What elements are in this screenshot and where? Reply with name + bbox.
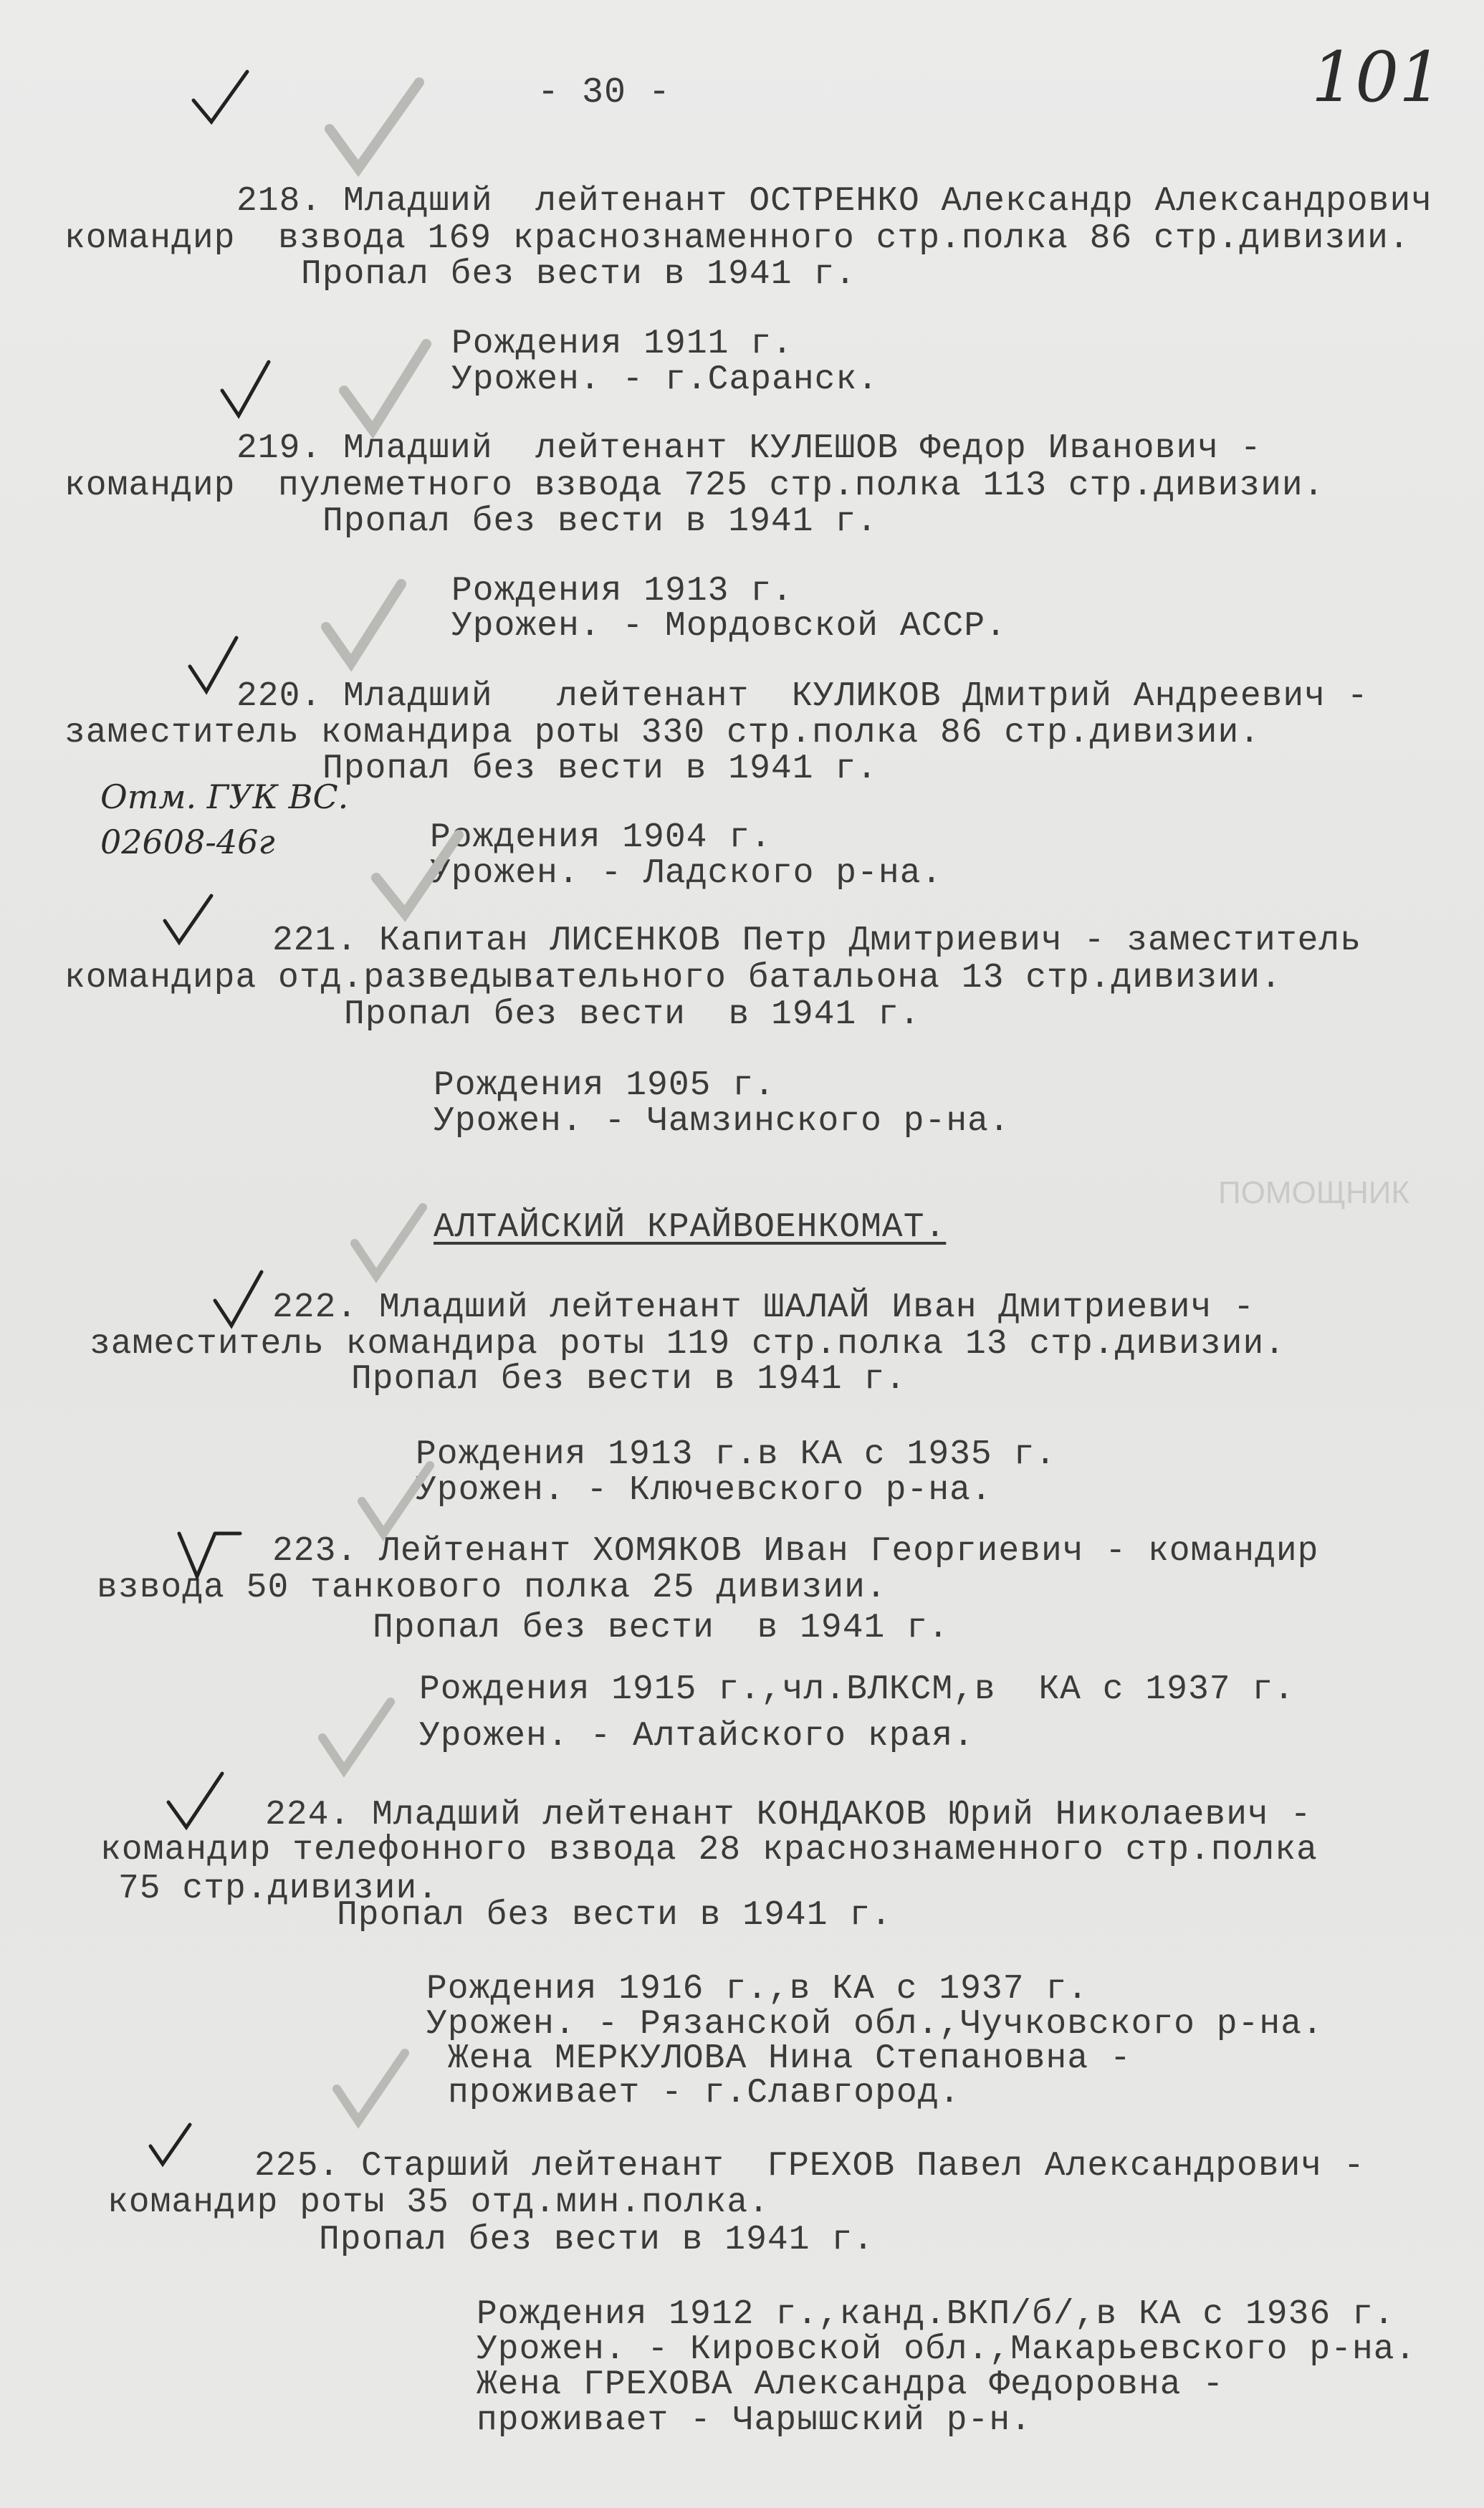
- entry-223-line2: взвода 50 танкового полка 25 дивизии.: [97, 1569, 887, 1607]
- entry-222-birth: Рождения 1913 г.в КА с 1935 г.: [416, 1435, 1057, 1474]
- entry-225-line2: командир роты 35 отд.мин.полка.: [107, 2183, 770, 2222]
- entry-220-birth: Рождения 1904 г.: [430, 818, 772, 857]
- check-mark-icon: [165, 1770, 229, 1834]
- entry-221-status: Пропал без вести в 1941 г.: [344, 995, 921, 1034]
- entry-220-line2: заместитель командира роты 330 стр.полка 86 стр.дивизии.: [64, 714, 1261, 752]
- check-mark-icon: [351, 1204, 430, 1283]
- entry-223-birth: Рождения 1915 г.,чл.ВЛКСМ,в КА с 1937 г.: [419, 1670, 1295, 1709]
- entry-225-origin: Урожен. - Кировской обл.,Макарьевского р-на.: [477, 2330, 1417, 2369]
- check-mark-icon: [211, 1268, 269, 1333]
- entry-221-line2: командира отд.разведывательного батальона 13 стр.дивизии.: [64, 959, 1282, 997]
- entry-222-line2: заместитель командира роты 119 стр.полка 13 стр.дивизии.: [90, 1325, 1286, 1364]
- check-mark-icon: [176, 1526, 247, 1584]
- check-mark-icon: [322, 580, 408, 674]
- faint-stamp-text: ПОМОЩНИК: [1218, 1175, 1410, 1210]
- section-heading: АЛТАЙСКИЙ КРАЙВОЕНКОМАТ.: [434, 1208, 947, 1247]
- check-mark-icon: [358, 1462, 437, 1541]
- entry-218-line2: командир взвода 169 краснознаменного стр.полка 86 стр.дивизии.: [64, 219, 1410, 258]
- entry-223-origin: Урожен. - Алтайского края.: [419, 1717, 975, 1756]
- entry-220-line1: 220. Младший лейтенант КУЛИКОВ Дмитрий Андреевич -: [236, 677, 1369, 716]
- entry-223-status: Пропал без вести в 1941 г.: [373, 1609, 949, 1647]
- entry-218-birth: Рождения 1911 г.: [451, 325, 793, 363]
- entry-221-origin: Урожен. - Чамзинского р-на.: [434, 1102, 1010, 1141]
- check-mark-icon: [319, 1698, 398, 1777]
- entry-224-line1: 224. Младший лейтенант КОНДАКОВ Юрий Николаевич -: [265, 1796, 1312, 1834]
- archive-note-line1: Отм. ГУК ВС.: [100, 777, 349, 816]
- entry-218-origin: Урожен. - г.Саранск.: [451, 360, 879, 399]
- entry-224-spouse: Жена МЕРКУЛОВА Нина Степановна -: [448, 2039, 1131, 2078]
- entry-222-origin: Урожен. - Ключевского р-на.: [416, 1471, 992, 1510]
- entry-220-origin: Урожен. - Ладского р-на.: [430, 854, 943, 893]
- entry-219-origin: Урожен. - Мордовской АССР.: [451, 607, 1007, 646]
- check-mark-icon: [161, 892, 219, 949]
- entry-224-status: Пропал без вести в 1941 г.: [337, 1896, 892, 1935]
- entry-225-spouse: Жена ГРЕХОВА Александра Федоровна -: [477, 2365, 1225, 2404]
- entry-221-birth: Рождения 1905 г.: [434, 1066, 775, 1105]
- check-mark-icon: [340, 340, 434, 441]
- entry-223-line1: 223. Лейтенант ХОМЯКОВ Иван Георгиевич - командир: [272, 1532, 1319, 1571]
- entry-219-status: Пропал без вести в 1941 г.: [322, 502, 878, 541]
- entry-219-line1: 219. Младший лейтенант КУЛЕШОВ Федор Иванович -: [236, 429, 1262, 468]
- check-mark-icon: [326, 79, 426, 179]
- page-number: - 30 -: [537, 72, 671, 113]
- check-mark-icon: [190, 68, 254, 133]
- entry-218-line1: 218. Младший лейтенант ОСТРЕНКО Александр Александрович: [236, 182, 1433, 221]
- entry-225-status: Пропал без вести в 1941 г.: [319, 2221, 874, 2259]
- entry-225-birth: Рождения 1912 г.,канд.ВКП/б/,в КА с 1936 г.: [477, 2295, 1395, 2334]
- entry-219-birth: Рождения 1913 г.: [451, 572, 793, 611]
- entry-224-origin: Урожен. - Рязанской обл.,Чучковского р-на.: [426, 2005, 1323, 2044]
- entry-225-residence: проживает - Чарышский р-н.: [477, 2401, 1032, 2440]
- entry-220-status: Пропал без вести в 1941 г.: [322, 750, 878, 788]
- check-mark-icon: [219, 358, 276, 423]
- entry-224-birth: Рождения 1916 г.,в КА с 1937 г.: [426, 1970, 1088, 2009]
- entry-222-status: Пропал без вести в 1941 г.: [351, 1360, 906, 1399]
- archive-note-line2: 02608-46г: [100, 823, 275, 861]
- check-mark-icon: [333, 2049, 412, 2128]
- entry-219-line2: командир пулеметного взвода 725 стр.полка 113 стр.дивизии.: [64, 466, 1325, 505]
- entry-221-line1: 221. Капитан ЛИСЕНКОВ Петр Дмитриевич - заместитель: [272, 922, 1362, 960]
- sheet-number-handwritten: 101: [1311, 37, 1443, 118]
- entry-225-line1: 225. Старший лейтенант ГРЕХОВ Павел Александрович -: [254, 2147, 1365, 2186]
- check-mark-icon: [147, 2121, 197, 2171]
- entry-218-status: Пропал без вести в 1941 г.: [301, 255, 856, 294]
- check-mark-icon: [186, 634, 244, 699]
- entry-222-line1: 222. Младший лейтенант ШАЛАЙ Иван Дмитриевич -: [272, 1288, 1255, 1327]
- check-mark-icon: [373, 831, 466, 924]
- entry-224-residence: проживает - г.Славгород.: [448, 2074, 961, 2112]
- entry-224-line3: 75 стр.дивизии.: [118, 1870, 439, 1908]
- entry-224-line2: командир телефонного взвода 28 краснознаменного стр.полка: [100, 1831, 1318, 1870]
